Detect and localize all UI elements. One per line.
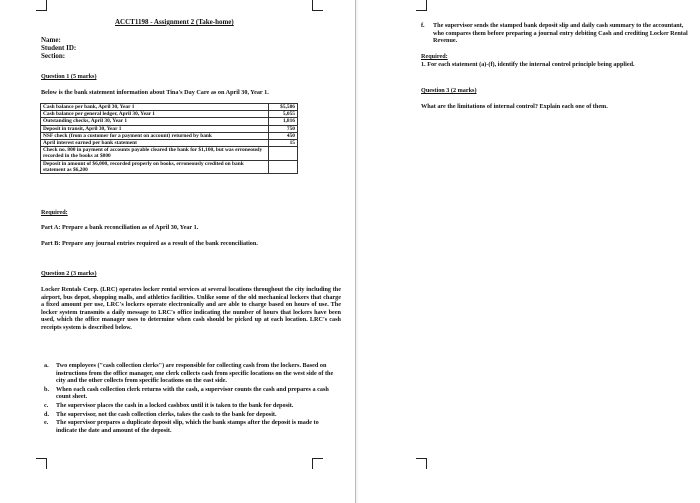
list-item-label: e. bbox=[44, 419, 49, 427]
row-label: Outstanding checks, April 30, Year 1 bbox=[41, 118, 269, 125]
table-row bbox=[41, 132, 298, 139]
row-amount: $5,586 bbox=[269, 104, 298, 111]
list-item bbox=[44, 402, 336, 410]
crop-mark bbox=[36, 0, 47, 11]
item-f-text: The supervisor sends the stamped bank deposit slip and daily cash summary to the accountant, who compares them before preparing a journal entry debiting Cash and crediting Locker Rental Revenue. bbox=[433, 22, 688, 45]
student-id-label: Student ID: bbox=[41, 44, 77, 52]
question-1-intro: Below is the bank statement information about Tina's Day Care as on April 30, Year 1. bbox=[41, 89, 269, 96]
list-item-text: The supervisor prepares a duplicate deposit slip, which the bank stamps after the deposit is made to indicate the date and amount of the deposit. bbox=[56, 419, 319, 434]
question-2-list bbox=[44, 362, 336, 435]
bank-statement-table bbox=[40, 103, 298, 174]
name-label: Name: bbox=[41, 36, 61, 44]
part-a-text: Part A: Prepare a bank reconciliation as of April 30, Year 1. bbox=[41, 224, 199, 231]
table-row bbox=[41, 118, 298, 125]
part-b-text: Part B: Prepare any journal entries required as a result of the bank reconciliation. bbox=[41, 240, 258, 247]
table-row bbox=[41, 147, 298, 160]
list-item-label: a. bbox=[44, 362, 49, 369]
required-heading: Required: bbox=[421, 53, 448, 60]
row-label: April interest earned per bank statement bbox=[41, 140, 269, 147]
crop-mark bbox=[312, 458, 323, 469]
crop-mark bbox=[416, 0, 427, 11]
question-3-heading: Question 3 (2 marks) bbox=[421, 87, 477, 94]
row-label: Cash balance per general ledger, April 30, Year 1 bbox=[41, 111, 269, 118]
item-f-label: f. bbox=[421, 22, 425, 29]
crop-mark bbox=[312, 0, 323, 11]
row-amount: 5,055 bbox=[269, 111, 298, 118]
required-text: 1. For each statement (a)-(f), identify the internal control principle being applied. bbox=[421, 61, 635, 68]
table-row bbox=[41, 111, 298, 118]
list-item-label: b. bbox=[44, 385, 49, 393]
row-amount: 1,816 bbox=[269, 118, 298, 125]
list-item-label: c. bbox=[44, 401, 49, 409]
list-item-text: Two employees ("cash collection clerks") are responsible for collecting cash from the lockers. Based on instructions from the office manager, one clerk collects cash from specific locations on the west side of the city and the other collects from specific locations on the east side. bbox=[56, 362, 334, 385]
row-amount: 450 bbox=[269, 132, 298, 139]
list-item-label: d. bbox=[44, 410, 49, 418]
table-row bbox=[41, 104, 298, 111]
table-row bbox=[41, 160, 298, 173]
question-2-heading: Question 2 (3 marks) bbox=[41, 270, 97, 277]
row-amount: 750 bbox=[269, 125, 298, 132]
row-amount: 15 bbox=[269, 140, 298, 147]
document-page-right bbox=[358, 0, 700, 503]
crop-mark bbox=[36, 458, 47, 469]
list-item-text: When each cash collection clerk returns with the cash, a supervisor counts the cash and prepares a cash count sheet. bbox=[56, 385, 329, 401]
row-label: Cash balance per bank, April 30, Year 1 bbox=[41, 104, 269, 111]
list-item-text: The supervisor, not the cash collection clerks, takes the cash to the bank for deposit. bbox=[56, 410, 277, 418]
row-label: Check no. 800 in payment of accounts payable cleared the bank for $1,100, but was erroneously recorded in the books at $800 bbox=[41, 147, 269, 160]
list-item bbox=[44, 419, 336, 434]
question-1-heading: Question 1 (5 marks) bbox=[41, 73, 97, 80]
list-item bbox=[44, 362, 336, 385]
required-heading: Required: bbox=[41, 209, 68, 216]
row-amount bbox=[269, 160, 298, 173]
question-3-text: What are the limitations of internal control? Explain each one of them. bbox=[421, 103, 608, 110]
row-amount bbox=[269, 147, 298, 160]
row-label: Deposit in transit, April 30, Year 1 bbox=[41, 125, 269, 132]
crop-mark bbox=[416, 458, 427, 469]
section-label: Section: bbox=[41, 52, 66, 60]
question-2-text: Locker Rentals Corp. (LRC) operates locker rental services at several locations throughout the city including the airport, bus depot, shopping malls, and athletics facilities. Unlike some of the old mechanical lockers that charge a fixed amount per use, LRC's lockers operate electronically and are able to charge based on hours of use. The locker system transmits a daily message to LRC's office indicating the number of hours that lockers have been used, which the office manager uses to determine when cash should be picked up at each location. LRC's cash receipts system is described below. bbox=[41, 286, 341, 331]
assignment-title: ACCT1198 - Assignment 2 (Take-home) bbox=[115, 18, 234, 26]
list-item bbox=[44, 411, 336, 419]
list-item bbox=[44, 386, 336, 401]
row-label: Deposit in amount of $6,000, recorded properly on books, erroneously credited on bank statement as $6,200 bbox=[41, 160, 269, 173]
row-label: NSF check (from a customer for a payment on account) returned by bank bbox=[41, 132, 269, 139]
table-row bbox=[41, 140, 298, 147]
list-item-text: The supervisor places the cash in a locked cashbox until it is taken to the bank for deposit. bbox=[56, 401, 294, 409]
table-row bbox=[41, 125, 298, 132]
